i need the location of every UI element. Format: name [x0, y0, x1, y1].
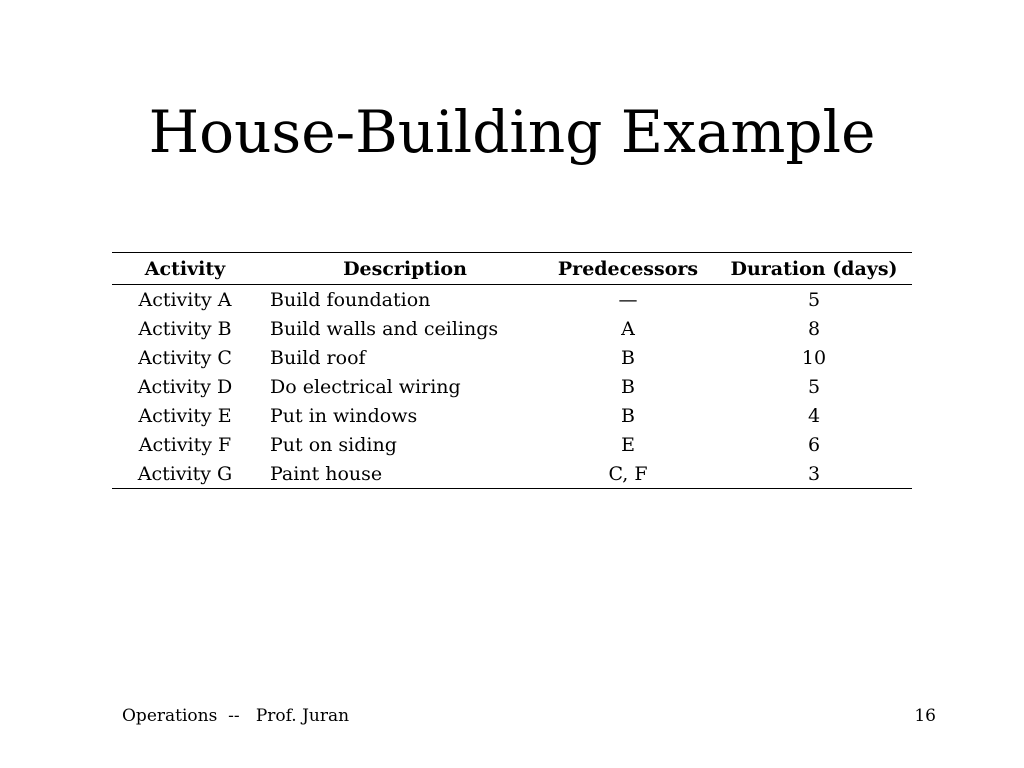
cell-duration: 8	[807, 317, 821, 340]
table-header-row	[112, 253, 912, 285]
cell-duration: 10	[801, 346, 827, 369]
table-row	[112, 285, 912, 315]
cell-duration: 3	[807, 462, 821, 485]
activity-table-container	[112, 252, 912, 489]
cell-activity: Activity G	[137, 462, 233, 485]
header-description: Description	[343, 257, 467, 280]
cell-description: Put in windows	[270, 404, 418, 427]
cell-activity: Activity F	[138, 433, 232, 456]
header-predecessors: Predecessors	[557, 257, 699, 280]
cell-predecessors: B	[621, 346, 635, 369]
table-row	[112, 372, 912, 401]
activity-table	[112, 252, 912, 489]
cell-description: Paint house	[270, 462, 383, 485]
cell-predecessors: —	[618, 288, 638, 311]
table-row	[112, 343, 912, 372]
slide-title: House-Building Example	[148, 98, 876, 166]
cell-duration: 5	[807, 375, 821, 398]
cell-predecessors: A	[621, 317, 635, 340]
table-row	[112, 314, 912, 343]
cell-description: Build foundation	[270, 288, 431, 311]
cell-description: Do electrical wiring	[270, 375, 461, 398]
cell-predecessors: C, F	[608, 462, 648, 485]
cell-activity: Activity C	[138, 346, 232, 369]
cell-duration: 5	[807, 288, 821, 311]
table-row	[112, 459, 912, 489]
cell-description: Put on siding	[270, 433, 397, 456]
cell-duration: 4	[807, 404, 821, 427]
table-row	[112, 430, 912, 459]
cell-duration: 6	[807, 433, 821, 456]
cell-activity: Activity B	[138, 317, 232, 340]
page-number: 16	[914, 706, 936, 726]
header-duration: Duration (days)	[730, 257, 898, 280]
footer-course-label: Operations -- Prof. Juran	[122, 706, 350, 726]
header-activity: Activity	[144, 257, 226, 280]
cell-description: Build roof	[270, 346, 366, 369]
cell-predecessors: E	[621, 433, 635, 456]
cell-activity: Activity D	[137, 375, 233, 398]
cell-predecessors: B	[621, 404, 635, 427]
table-row	[112, 401, 912, 430]
cell-activity: Activity A	[138, 288, 232, 311]
cell-description: Build walls and ceilings	[270, 317, 499, 340]
cell-activity: Activity E	[138, 404, 232, 427]
cell-predecessors: B	[621, 375, 635, 398]
